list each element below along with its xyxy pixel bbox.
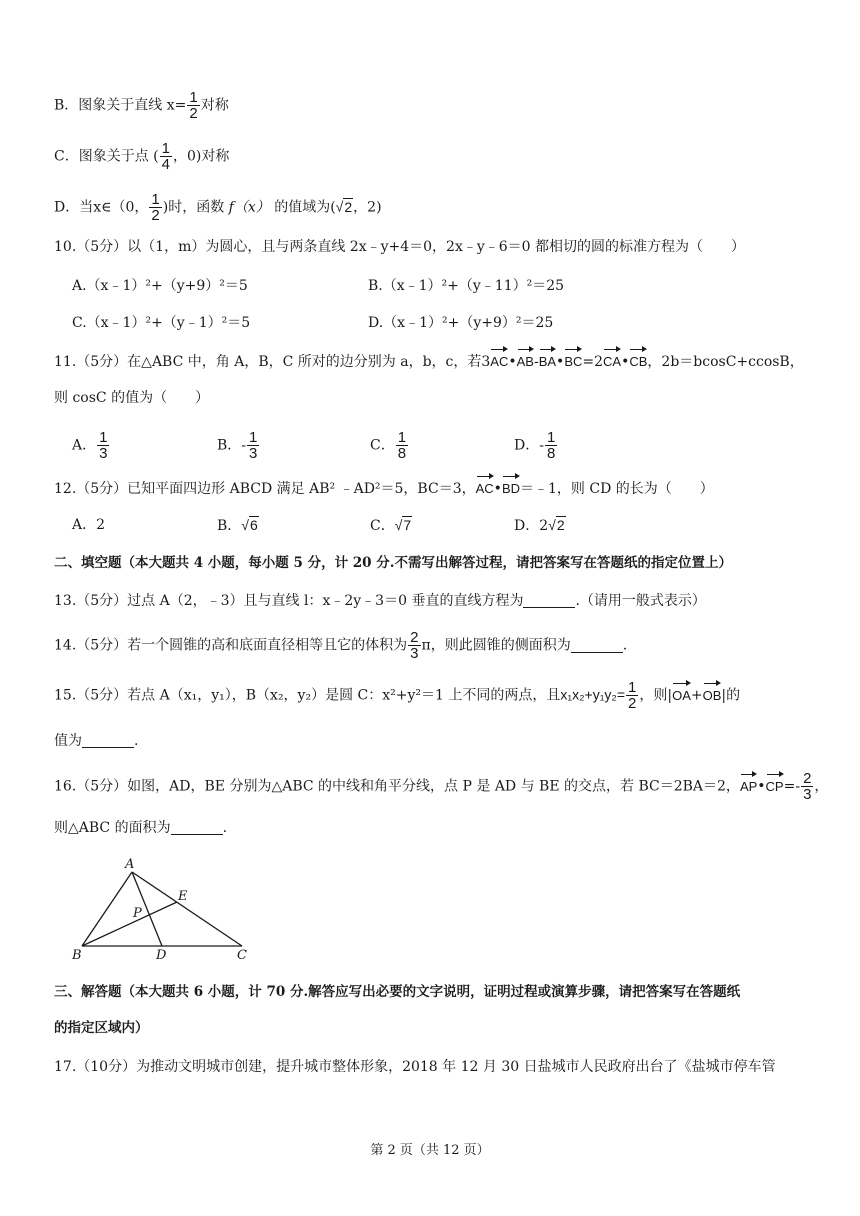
q11-option-c [370, 430, 409, 461]
numerator: 1 [99, 429, 108, 446]
numerator: 2 [410, 629, 419, 646]
vector: CA [603, 352, 621, 372]
section-heading-fill-in: 二、填空题（本大题共 4 小题，每小题 5 分，计 20 分.不需写出解答过程，请把答案写在答题纸的指定位置上） [54, 555, 732, 571]
fraction [247, 430, 259, 461]
answer-blank [571, 638, 623, 653]
denominator: 3 [99, 445, 108, 462]
option-label: B．图象关于直线 [54, 97, 163, 114]
radicand: 2 [344, 198, 353, 215]
sqrt: √2 [548, 517, 565, 533]
stem-text: 的 [726, 687, 741, 704]
stem-text: 12.（5分）已知平面四边形 ABCD 满足 AB² ﹣AD²＝5，BC＝3， [54, 481, 476, 497]
label-a: A [125, 857, 135, 872]
answer-blank [523, 593, 575, 608]
math-text: 的值域为 [274, 199, 331, 216]
math-expr: x₁x₂+y₁y₂= [560, 686, 626, 703]
function-text: f（x） [228, 199, 270, 216]
triangle-figure [70, 855, 260, 965]
vector: AC [476, 479, 494, 499]
option-label: C． [370, 518, 395, 534]
fraction [801, 771, 813, 802]
stem-text: .（请用一般式表示） [575, 593, 706, 609]
q12-option-d [514, 515, 566, 536]
fraction [408, 630, 420, 661]
vector: AC [490, 352, 508, 372]
sqrt: √2 [335, 198, 353, 215]
vector: OB [703, 686, 722, 706]
numerator: 1 [628, 679, 637, 696]
answer-blank [171, 820, 223, 835]
fraction [149, 192, 161, 223]
math-text: =2 [582, 354, 604, 370]
q12-option-c [370, 515, 412, 536]
stem-text: 15.（5分）若点 A（x₁，y₁），B（x₂，y₂）是圆 C：x²+y²＝1 上不同的两点，且 [54, 687, 561, 704]
q15-line-2 [54, 731, 820, 751]
denominator: 8 [546, 445, 556, 462]
numerator: 1 [161, 140, 170, 157]
radicand: 7 [403, 517, 412, 533]
stem-text: ，则 [639, 687, 668, 704]
pi-symbol: π [421, 637, 431, 654]
label-p: P [133, 906, 142, 921]
denominator: 2 [628, 695, 637, 712]
section-heading-solutions-2: 的指定区域内） [54, 1020, 149, 1036]
stem-text: 14.（5分）若一个圆锥的高和底面直径相等且它的体积为 [54, 637, 408, 654]
fraction [97, 430, 109, 461]
option-label: C． [370, 437, 395, 454]
denominator: 3 [410, 645, 419, 662]
stem-text: 11.（5分）在△ABC 中，角 A，B，C 所对的边分别为 a，b，c，若 [54, 354, 482, 370]
radicand: 2 [556, 517, 565, 533]
label-d: D [156, 948, 167, 963]
sqrt: √7 [394, 517, 412, 533]
q10-option-c: C.（x﹣1）²+（y﹣1）²＝5 [72, 315, 251, 331]
q9-option-c [54, 141, 820, 172]
vector: AP [740, 777, 757, 797]
q10-option-d: D.（x﹣1）²+（y+9）²＝25 [368, 315, 554, 331]
denominator: 2 [189, 105, 198, 122]
vector: CB [629, 352, 647, 372]
q17-stem: 17.（10分）为推动文明城市创建，提升城市整体形象，2018 年 12 月 30 日盐城市人民政府出台了《盐城市停车管 [54, 1059, 776, 1075]
label-b: B [72, 948, 82, 963]
vector: OA [672, 686, 691, 706]
math-text: ，2) [353, 199, 382, 216]
vector: BD [502, 479, 520, 499]
numerator: 1 [546, 429, 556, 446]
q11-option-d [514, 430, 558, 461]
math-text: =- [783, 778, 801, 795]
denominator: 4 [161, 156, 170, 173]
sqrt: √6 [241, 517, 258, 533]
coef: 3 [481, 354, 491, 370]
fraction [545, 430, 557, 461]
stem-text: 则△ABC 的面积为 [54, 820, 171, 836]
q13 [54, 591, 820, 611]
fraction [396, 430, 408, 461]
answer-blank [82, 733, 134, 748]
numerator: 1 [189, 89, 198, 106]
sign: - [241, 437, 247, 454]
option-tail: 对称 [201, 148, 230, 165]
vector: AB [517, 352, 534, 372]
q11-option-a [72, 430, 110, 461]
fraction [160, 141, 172, 172]
q12-stem: 12.（5分）已知平面四边形 ABCD 满足 AB² ﹣AD²＝5，BC＝3，AC•BD＝﹣1，则 CD 的长为（ ） [54, 481, 714, 497]
period: . [134, 733, 139, 749]
stem-text: 16.（5分）如图，AD，BE 分别为△ABC 的中线和角平分线，点 P 是 AD 与 BE 的交点，若 BC＝2BA＝2， [54, 778, 740, 795]
denominator: 2 [151, 207, 160, 224]
label-c: C [237, 948, 247, 963]
radicand: 6 [249, 517, 258, 533]
page-footer: 第 2 页（共 12 页） [370, 1143, 490, 1158]
numerator: 1 [151, 191, 160, 208]
q9-option-b [54, 90, 820, 121]
vector: CP [766, 777, 784, 797]
stem-text: 值为 [54, 733, 82, 749]
option-label: B． [217, 437, 242, 454]
q15: 15.（5分）若点 A（x₁，y₁），B（x₂，y₂）是圆 C：x²+y²＝1 上不同的两点，且x₁x₂+y₁y₂= $\frac{1}{2}$ ，则|OA+OB|的 [54, 679, 741, 712]
denominator: 8 [397, 445, 407, 462]
math-text: )时，函数 [162, 199, 225, 216]
stem-text: ，则此圆锥的侧面积为 [430, 637, 571, 654]
numerator: 2 [803, 770, 812, 787]
period: . [622, 637, 628, 654]
denominator: 3 [249, 445, 258, 462]
q16: 16.（5分）如图，AD，BE 分别为△ABC 的中线和角平分线，点 P 是 AD 与 BE 的交点，若 BC＝2BA＝2，AP•CP=- $\frac{2}{3}$ ， [54, 770, 829, 803]
numerator: 1 [397, 429, 407, 446]
numerator: 1 [249, 429, 258, 446]
q11-option-b [217, 430, 260, 461]
option-label: D． [514, 437, 540, 454]
stem-text: ，2b＝bcosC+ccosB， [647, 354, 804, 370]
option-label: A． [72, 437, 97, 454]
q12-option-a: A．2 [72, 517, 106, 533]
option-tail: 对称 [200, 97, 229, 114]
period: . [222, 820, 228, 836]
fraction [626, 680, 638, 711]
q14 [54, 630, 820, 661]
q11-stem-2: 则 cosC 的值为（ ） [54, 390, 210, 406]
label-e: E [178, 889, 188, 904]
math-var: x= [166, 97, 187, 114]
denominator: 3 [803, 786, 812, 803]
option-label: C．图象关于点 [54, 148, 149, 165]
q9-option-d [54, 192, 820, 223]
sign: - [539, 437, 544, 454]
fraction [187, 90, 199, 121]
q10-option-a: A.（x﹣1）²+（y+9）²＝5 [72, 278, 248, 294]
paren: ( [153, 148, 159, 165]
option-label: D．2 [514, 518, 549, 534]
stem-text: ＝﹣1，则 CD 的长为（ ） [520, 481, 714, 497]
side-ac [132, 872, 242, 946]
math-text: ，0) [172, 148, 202, 165]
q12-option-b [217, 515, 259, 536]
q11-stem: 11.（5分）在△ABC 中，角 A，B，C 所对的边分别为 a，b，c，若3AC•AB-BA•BC=2CA•CB，2b＝bcosC+ccosB， [54, 354, 804, 370]
math-text: x∈（0， [93, 199, 149, 216]
section-heading-solutions: 三、解答题（本大题共 6 小题，计 70 分.解答应写出必要的文字说明，证明过程或演算步骤，请把答案写在答题纸 [54, 984, 741, 1000]
stem-text: 13.（5分）过点 A（2，﹣3）且与直线 l：x﹣2y﹣3＝0 垂直的直线方程为 [54, 593, 524, 609]
vector: BA [539, 352, 556, 372]
q10-stem: 10.（5分）以（1，m）为圆心，且与两条直线 2x﹣y+4＝0，2x﹣y﹣6＝0 都相切的圆的标准方程为（ ） [54, 239, 746, 255]
option-label: B． [217, 518, 242, 534]
vector: BC [564, 352, 582, 372]
paren: ( [330, 199, 336, 216]
q10-option-b: B.（x﹣1）²+（y﹣11）²＝25 [368, 278, 565, 294]
q16-line-2 [54, 818, 820, 838]
option-label: D．当 [54, 199, 94, 216]
